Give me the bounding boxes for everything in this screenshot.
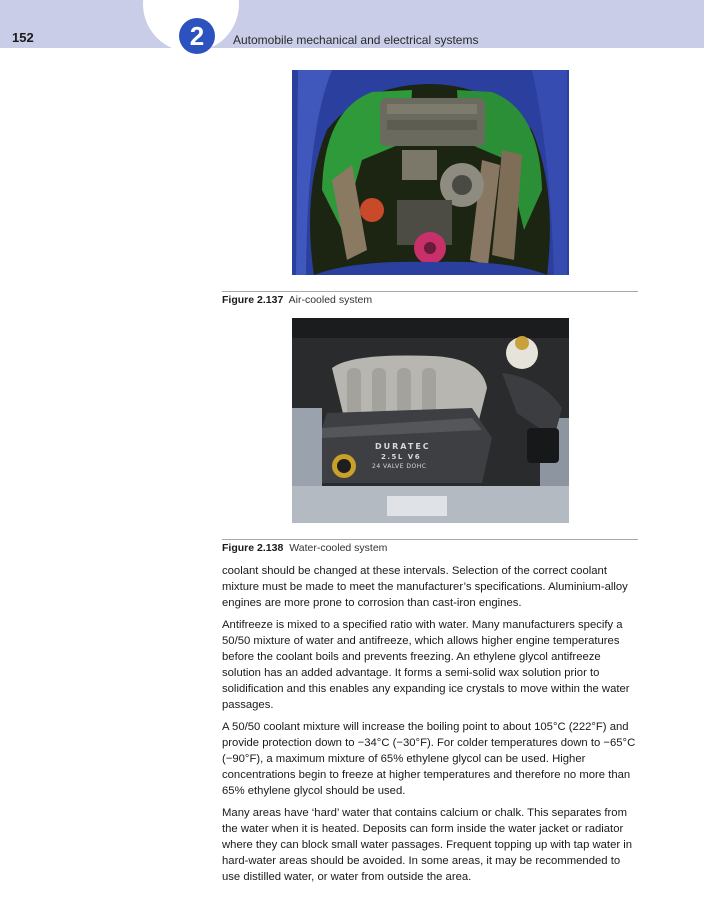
page-number: 152 <box>12 30 34 45</box>
chapter-badge: 2 <box>179 18 215 54</box>
paragraph: Many areas have ‘hard’ water that contains calcium or chalk. This separates from the water when it is heated. Deposits can form inside the water jacket or radiator where they can block small water passages. Frequent topping up with tap water in hard-water areas should be avoided. In some areas, it may be recommended to use distilled water, or water from outside the area. <box>222 807 633 883</box>
figure-label: Figure 2.138 <box>222 542 284 554</box>
figure-label: Figure 2.137 <box>222 294 284 306</box>
paragraph: coolant should be changed at these intervals. Selection of the correct coolant mixture must be made to meet the manufacturer’s specifications. Aluminium-alloy engines are more prone to corrosion than cast-iron engines. <box>222 565 628 609</box>
water-cooled-engine-photo <box>292 318 569 523</box>
paragraph: A 50/50 coolant mixture will increase the boiling point to about 105°C (222°F) and provide protection down to −34°C (−30°F). For colder temperatures down to −65°C (−90°F), a maximum mixture of 65% ethylene glycol can be used. Higher concentrations begin to freeze at higher temperatures and therefore no more than 65% ethylene glycol should be used. <box>222 721 636 797</box>
figure-rule <box>222 539 638 540</box>
engine-cover-valves: 24 VALVE DOHC <box>372 463 427 470</box>
figure-caption <box>222 542 387 554</box>
paragraph: Antifreeze is mixed to a specified ratio with water. Many manufacturers specify a 50/50 mixture of water and antifreeze, which allows higher engine temperatures before the coolant boils and prevents freezing. An ethylene glycol antifreeze solution has an added advantage. It forms a semi-solid wax solution prior to solidification and this enables any expanding ice crystals to move within the water passages. <box>222 619 630 711</box>
figure-caption <box>222 294 372 306</box>
body-text <box>222 563 640 891</box>
running-title: Automobile mechanical and electrical systems <box>233 33 479 47</box>
figure-rule <box>222 291 638 292</box>
engine-cover-brand: DURATEC <box>375 442 431 451</box>
figure-caption-text: Water-cooled system <box>289 542 388 554</box>
figure-caption-text: Air-cooled system <box>288 294 373 306</box>
engine-cover-displacement: 2.5L V6 <box>381 453 422 461</box>
air-cooled-engine-photo <box>292 70 569 275</box>
